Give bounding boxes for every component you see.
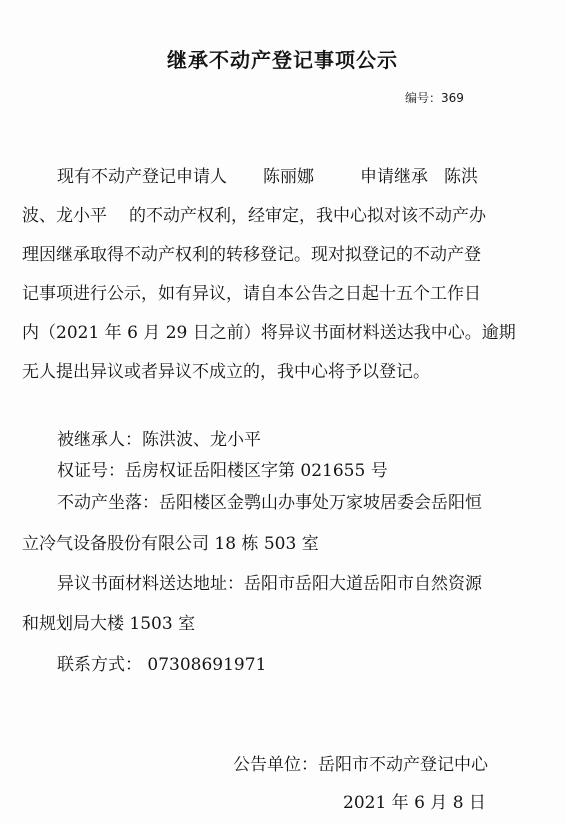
decedent-line: 被继承人：陈洪波、龙小平 (57, 430, 261, 450)
location-line-1: 不动产坐落：岳阳楼区金鹗山办事处万家坡居委会岳阳恒 (57, 493, 482, 513)
document-title: 继承不动产登记事项公示 (167, 48, 398, 72)
body-line-2-rest: 的不动产权利，经审定，我中心拟对该不动产办 (129, 206, 486, 226)
body-lead: 现有不动产登记申请人 (57, 167, 227, 187)
serial-number: 编号：369 (405, 91, 464, 105)
issuer-line: 公告单位：岳阳市不动产登记中心 (233, 755, 488, 775)
applicant-name: 陈丽娜 (263, 167, 314, 187)
body-line-4: 记事项进行公示，如有异议，请自本公告之日起十五个工作日 (22, 284, 481, 304)
contact-line: 联系方式： 07308691971 (57, 655, 267, 675)
body-line-1 (57, 162, 478, 187)
body-line-5: 内（2021 年 6 月 29 日之前）将异议书面材料送达我中心。逾期 (22, 323, 516, 343)
body-line-6: 无人提出异议或者异议不成立的，我中心将予以登记。 (22, 362, 430, 382)
objection-address-line-2: 和规划局大楼 1503 室 (22, 614, 196, 634)
heir-name-part2: 波、龙小平 (22, 206, 107, 226)
objection-address-line-1: 异议书面材料送达地址：岳阳市岳阳大道岳阳市自然资源 (57, 574, 482, 594)
heir-name-part1: 陈洪 (444, 167, 478, 187)
body-line-2 (22, 201, 486, 226)
location-line-2: 立冷气设备股份有限公司 18 栋 503 室 (22, 534, 319, 554)
apply-inherit-text: 申请继承 (360, 167, 428, 187)
certificate-line: 权证号：岳房权证岳阳楼区字第 021655 号 (57, 461, 388, 481)
date-line: 2021 年 6 月 8 日 (343, 793, 486, 813)
body-line-3: 理因继承取得不动产权利的转移登记。现对拟登记的不动产登 (22, 245, 481, 265)
